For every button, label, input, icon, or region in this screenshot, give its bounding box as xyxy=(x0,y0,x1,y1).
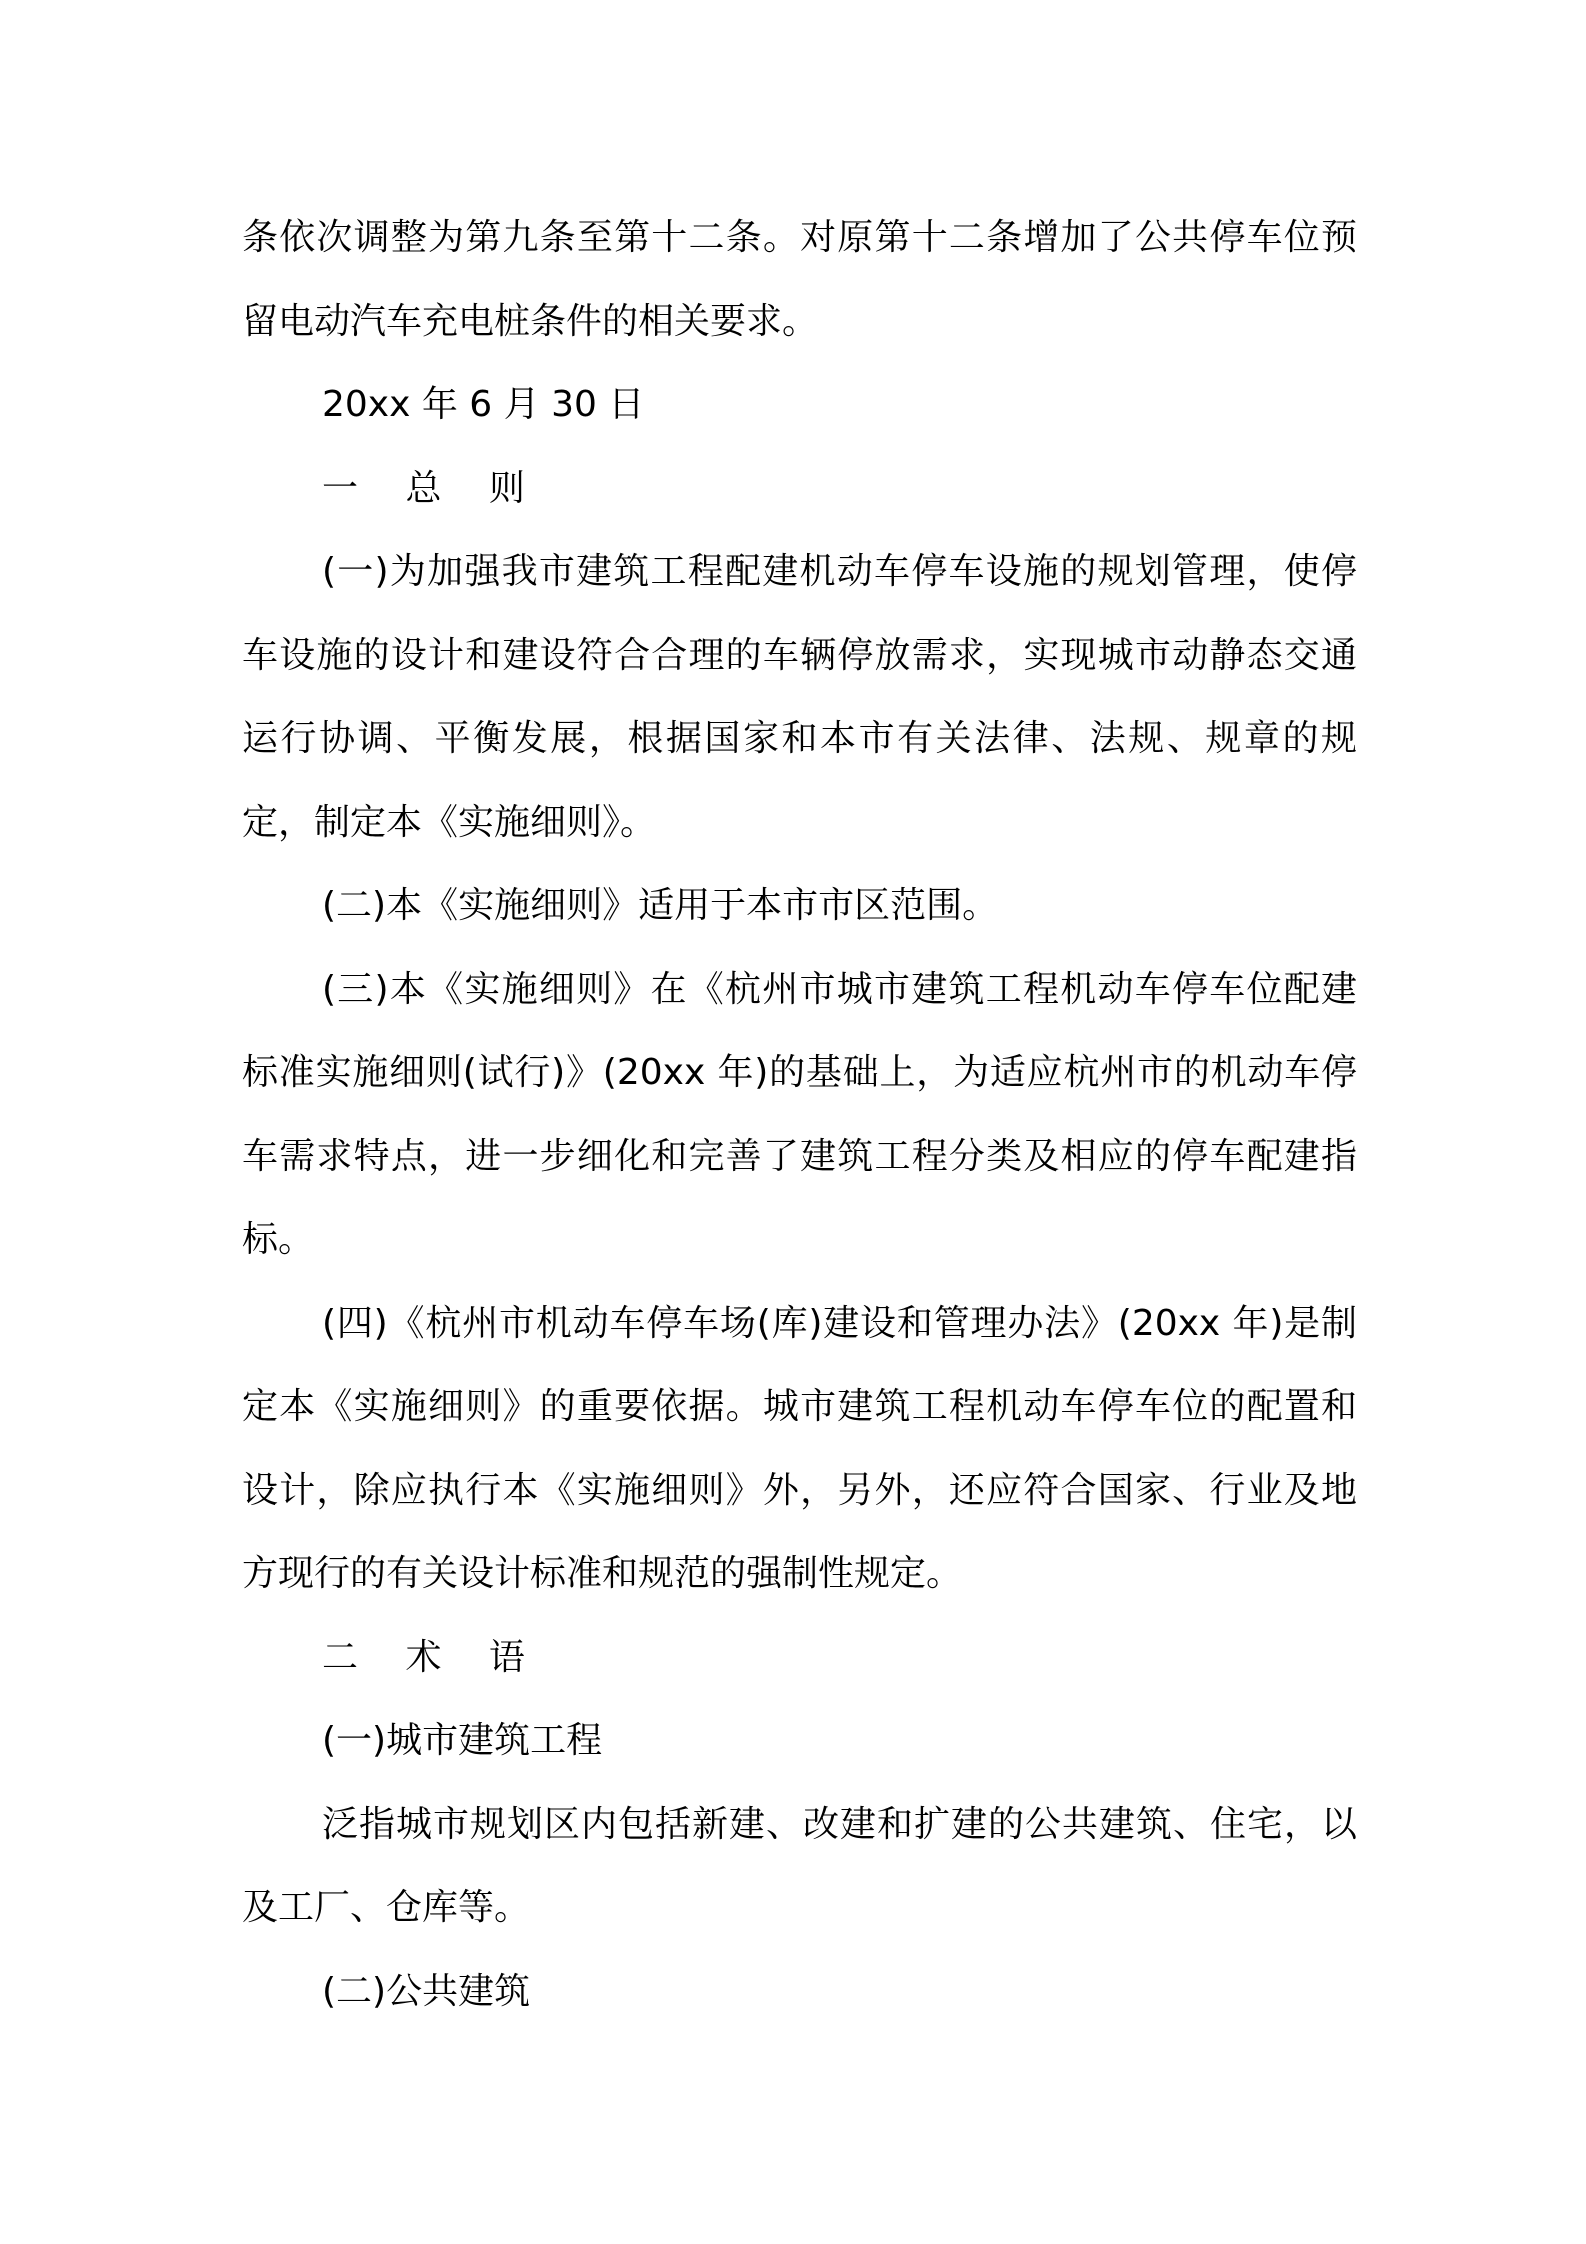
continuation-paragraph: 条依次调整为第九条至第十二条。对原第十二条增加了公共停车位预留电动汽车充电桩条件的相关要求。 xyxy=(242,217,1357,342)
document-body xyxy=(242,196,1357,2033)
term-1-definition: 泛指城市规划区内包括新建、改建和扩建的公共建筑、住宅，以及工厂、仓库等。 xyxy=(242,1803,1357,1928)
term-1-title: (一)城市建筑工程 xyxy=(322,1720,603,1761)
document-date: 20xx 年 6 月 30 日 xyxy=(322,384,645,425)
section-heading-terms: 二 术 语 xyxy=(322,1636,525,1678)
term-2-title: (二)公共建筑 xyxy=(322,1970,531,2012)
article-2-paragraph: (二)本《实施细则》适用于本市市区范围。 xyxy=(322,885,999,926)
article-3-paragraph: (三)本《实施细则》在《杭州市城市建筑工程机动车停车位配建标准实施细则(试行)》(20xx 年)的基础上，为适应杭州市的机动车停车需求特点，进一步细化和完善了建筑工程分类及相应的停车配建指标。 xyxy=(242,968,1357,1260)
article-1-paragraph: (一)为加强我市建筑工程配建机动车停车设施的规划管理，使停车设施的设计和建设符合合理的车辆停放需求，实现城市动静态交通运行协调、平衡发展，根据国家和本市有关法律、法规、规章的规定，制定本《实施细则》。 xyxy=(242,551,1357,843)
article-4-paragraph: (四)《杭州市机动车停车场(库)建设和管理办法》(20xx 年)是制定本《实施细则》的重要依据。城市建筑工程机动车停车位的配置和设计，除应执行本《实施细则》外，另外，还应符合国家、行业及地方现行的有关设计标准和规范的强制性规定。 xyxy=(242,1302,1357,1594)
section-heading-general: 一 总 则 xyxy=(322,467,525,509)
